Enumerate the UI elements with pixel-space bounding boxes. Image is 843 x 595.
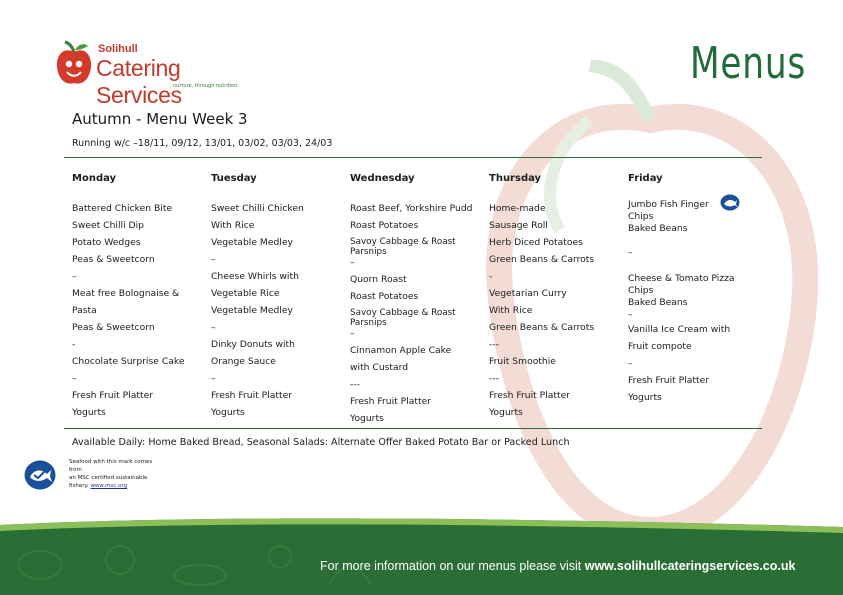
msc-fish-icon xyxy=(720,194,740,211)
msc-text-line3: fishery. xyxy=(69,483,89,489)
menu-item: --- xyxy=(489,373,499,384)
menu-item: --- xyxy=(350,379,360,390)
menu-item: Sweet Chilli Chicken xyxy=(211,203,304,214)
menu-item: With Rice xyxy=(489,305,533,316)
menu-item: Orange Sauce xyxy=(211,356,276,367)
menu-item: Vegetable Rice xyxy=(211,288,280,299)
menu-item: Vanilla Ice Cream with xyxy=(628,324,731,335)
day-column-friday xyxy=(628,173,753,409)
day-heading: Thursday xyxy=(489,173,542,184)
footer-info xyxy=(320,559,795,573)
menu-item: Fresh Fruit Platter xyxy=(628,375,710,386)
day-column-tuesday xyxy=(211,173,346,424)
menu-item: Yogurts xyxy=(211,407,245,418)
menu-item: Chips xyxy=(628,211,654,222)
menu-item: Chocolate Surprise Cake xyxy=(72,356,185,367)
menu-item: Green Beans & Carrots xyxy=(489,322,595,333)
footer-website-link[interactable]: www.solihullcateringservices.co.uk xyxy=(584,559,796,573)
menu-item: Vegetable Medley xyxy=(211,237,293,248)
bottom-divider xyxy=(64,428,762,429)
menu-item: Meat free Bolognaise & xyxy=(72,288,180,299)
menus-heading: Menus xyxy=(690,38,807,89)
menu-item: Green Beans & Carrots xyxy=(489,254,595,265)
menu-item: – xyxy=(628,309,633,320)
menu-item: Herb Diced Potatoes xyxy=(489,237,583,248)
menu-item: Roast Beef, Yorkshire Pudd xyxy=(350,203,473,214)
menu-item: Quorn Roast xyxy=(350,274,407,285)
menu-item: – xyxy=(211,254,216,265)
day-heading: Wednesday xyxy=(350,173,415,184)
msc-text-line1: Seafood with this mark comes from xyxy=(69,459,153,473)
menu-item: – xyxy=(628,358,633,369)
day-heading: Friday xyxy=(628,173,663,184)
brand-tagline: nurture, through nutrition xyxy=(173,83,238,89)
menu-item: Pasta xyxy=(72,305,97,316)
day-column-wednesday xyxy=(350,173,485,430)
menu-item: Roast Potatoes xyxy=(350,291,419,302)
menu-item: Fruit Smoothie xyxy=(489,356,556,367)
menu-item: Potato Wedges xyxy=(72,237,141,248)
menu-item: – xyxy=(211,322,216,333)
menu-item: with Custard xyxy=(350,362,409,373)
menu-item: - xyxy=(72,339,76,350)
menu-item: Yogurts xyxy=(628,392,662,403)
menu-item: Savoy Cabbage & Roast Parsnips xyxy=(350,308,456,328)
menu-item: Savoy Cabbage & Roast Parsnips xyxy=(350,237,456,257)
menu-item: Yogurts xyxy=(489,407,523,418)
menu-item: Fresh Fruit Platter xyxy=(72,390,154,401)
menu-item: Sweet Chilli Dip xyxy=(72,220,145,231)
menu-item: - xyxy=(489,271,493,282)
day-column-thursday xyxy=(489,173,624,424)
menu-item: Cheese & Tomato Pizza xyxy=(628,273,735,284)
msc-note xyxy=(24,458,154,492)
menu-item: Chips xyxy=(628,285,654,296)
available-daily: Available Daily: Home Baked Bread, Seasonal Salads: Alternate Offer Baked Potato Bar or Packed Lunch xyxy=(72,437,570,448)
menu-item: Baked Beans xyxy=(628,223,688,234)
apple-logo-icon xyxy=(55,40,93,88)
menu-item: Peas & Sweetcorn xyxy=(72,322,155,333)
day-heading: Tuesday xyxy=(211,173,257,184)
menu-item: Fresh Fruit Platter xyxy=(489,390,571,401)
menu-item: Peas & Sweetcorn xyxy=(72,254,155,265)
menu-item: Home-made xyxy=(489,203,546,214)
menu-item: --- xyxy=(489,339,499,350)
menu-item: Battered Chicken Bite xyxy=(72,203,173,214)
msc-text-line2: an MSC certified sustainable xyxy=(69,475,148,481)
menu-item: – xyxy=(350,328,355,339)
menu-item: Jumbo Fish Finger xyxy=(628,199,709,210)
menu-item: – xyxy=(211,373,216,384)
top-divider xyxy=(64,157,762,158)
menu-item: Yogurts xyxy=(350,413,384,424)
menu-title: Autumn - Menu Week 3 xyxy=(72,110,248,128)
menu-item xyxy=(628,235,753,247)
menu-item: Cinnamon Apple Cake xyxy=(350,345,452,356)
catering-logo xyxy=(55,40,255,108)
menu-item: Fresh Fruit Platter xyxy=(211,390,293,401)
msc-link[interactable]: www.msc.org xyxy=(90,483,128,489)
footer-banner xyxy=(0,505,843,595)
menu-item: Sausage Roll xyxy=(489,220,548,231)
menu-item: – xyxy=(628,247,633,258)
menu-item: Vegetable Medley xyxy=(211,305,293,316)
menu-item: Roast Potatoes xyxy=(350,220,419,231)
day-heading: Monday xyxy=(72,173,117,184)
menu-item: Vegetarian Curry xyxy=(489,288,567,299)
running-dates: Running w/c –18/11, 09/12, 13/01, 03/02, 03/03, 24/03 xyxy=(72,138,333,149)
menu-item: Fruit compote xyxy=(628,341,692,352)
menu-item: – xyxy=(350,257,355,268)
menu-item: Yogurts xyxy=(72,407,106,418)
menu-item: Cheese Whirls with xyxy=(211,271,299,282)
day-column-monday xyxy=(72,173,207,424)
msc-logo-icon xyxy=(24,460,56,490)
menu-item: Baked Beans xyxy=(628,297,688,308)
brand-name-line2: Catering Services xyxy=(96,55,182,108)
menu-item: Fresh Fruit Platter xyxy=(350,396,432,407)
menu-item: With Rice xyxy=(211,220,255,231)
menu-item: – xyxy=(72,373,77,384)
menu-item: Dinky Donuts with xyxy=(211,339,295,350)
brand-name-line1: Solihull xyxy=(98,43,138,55)
menu-item: – xyxy=(72,271,77,282)
footer-text: For more information on our menus please visit xyxy=(320,559,582,573)
